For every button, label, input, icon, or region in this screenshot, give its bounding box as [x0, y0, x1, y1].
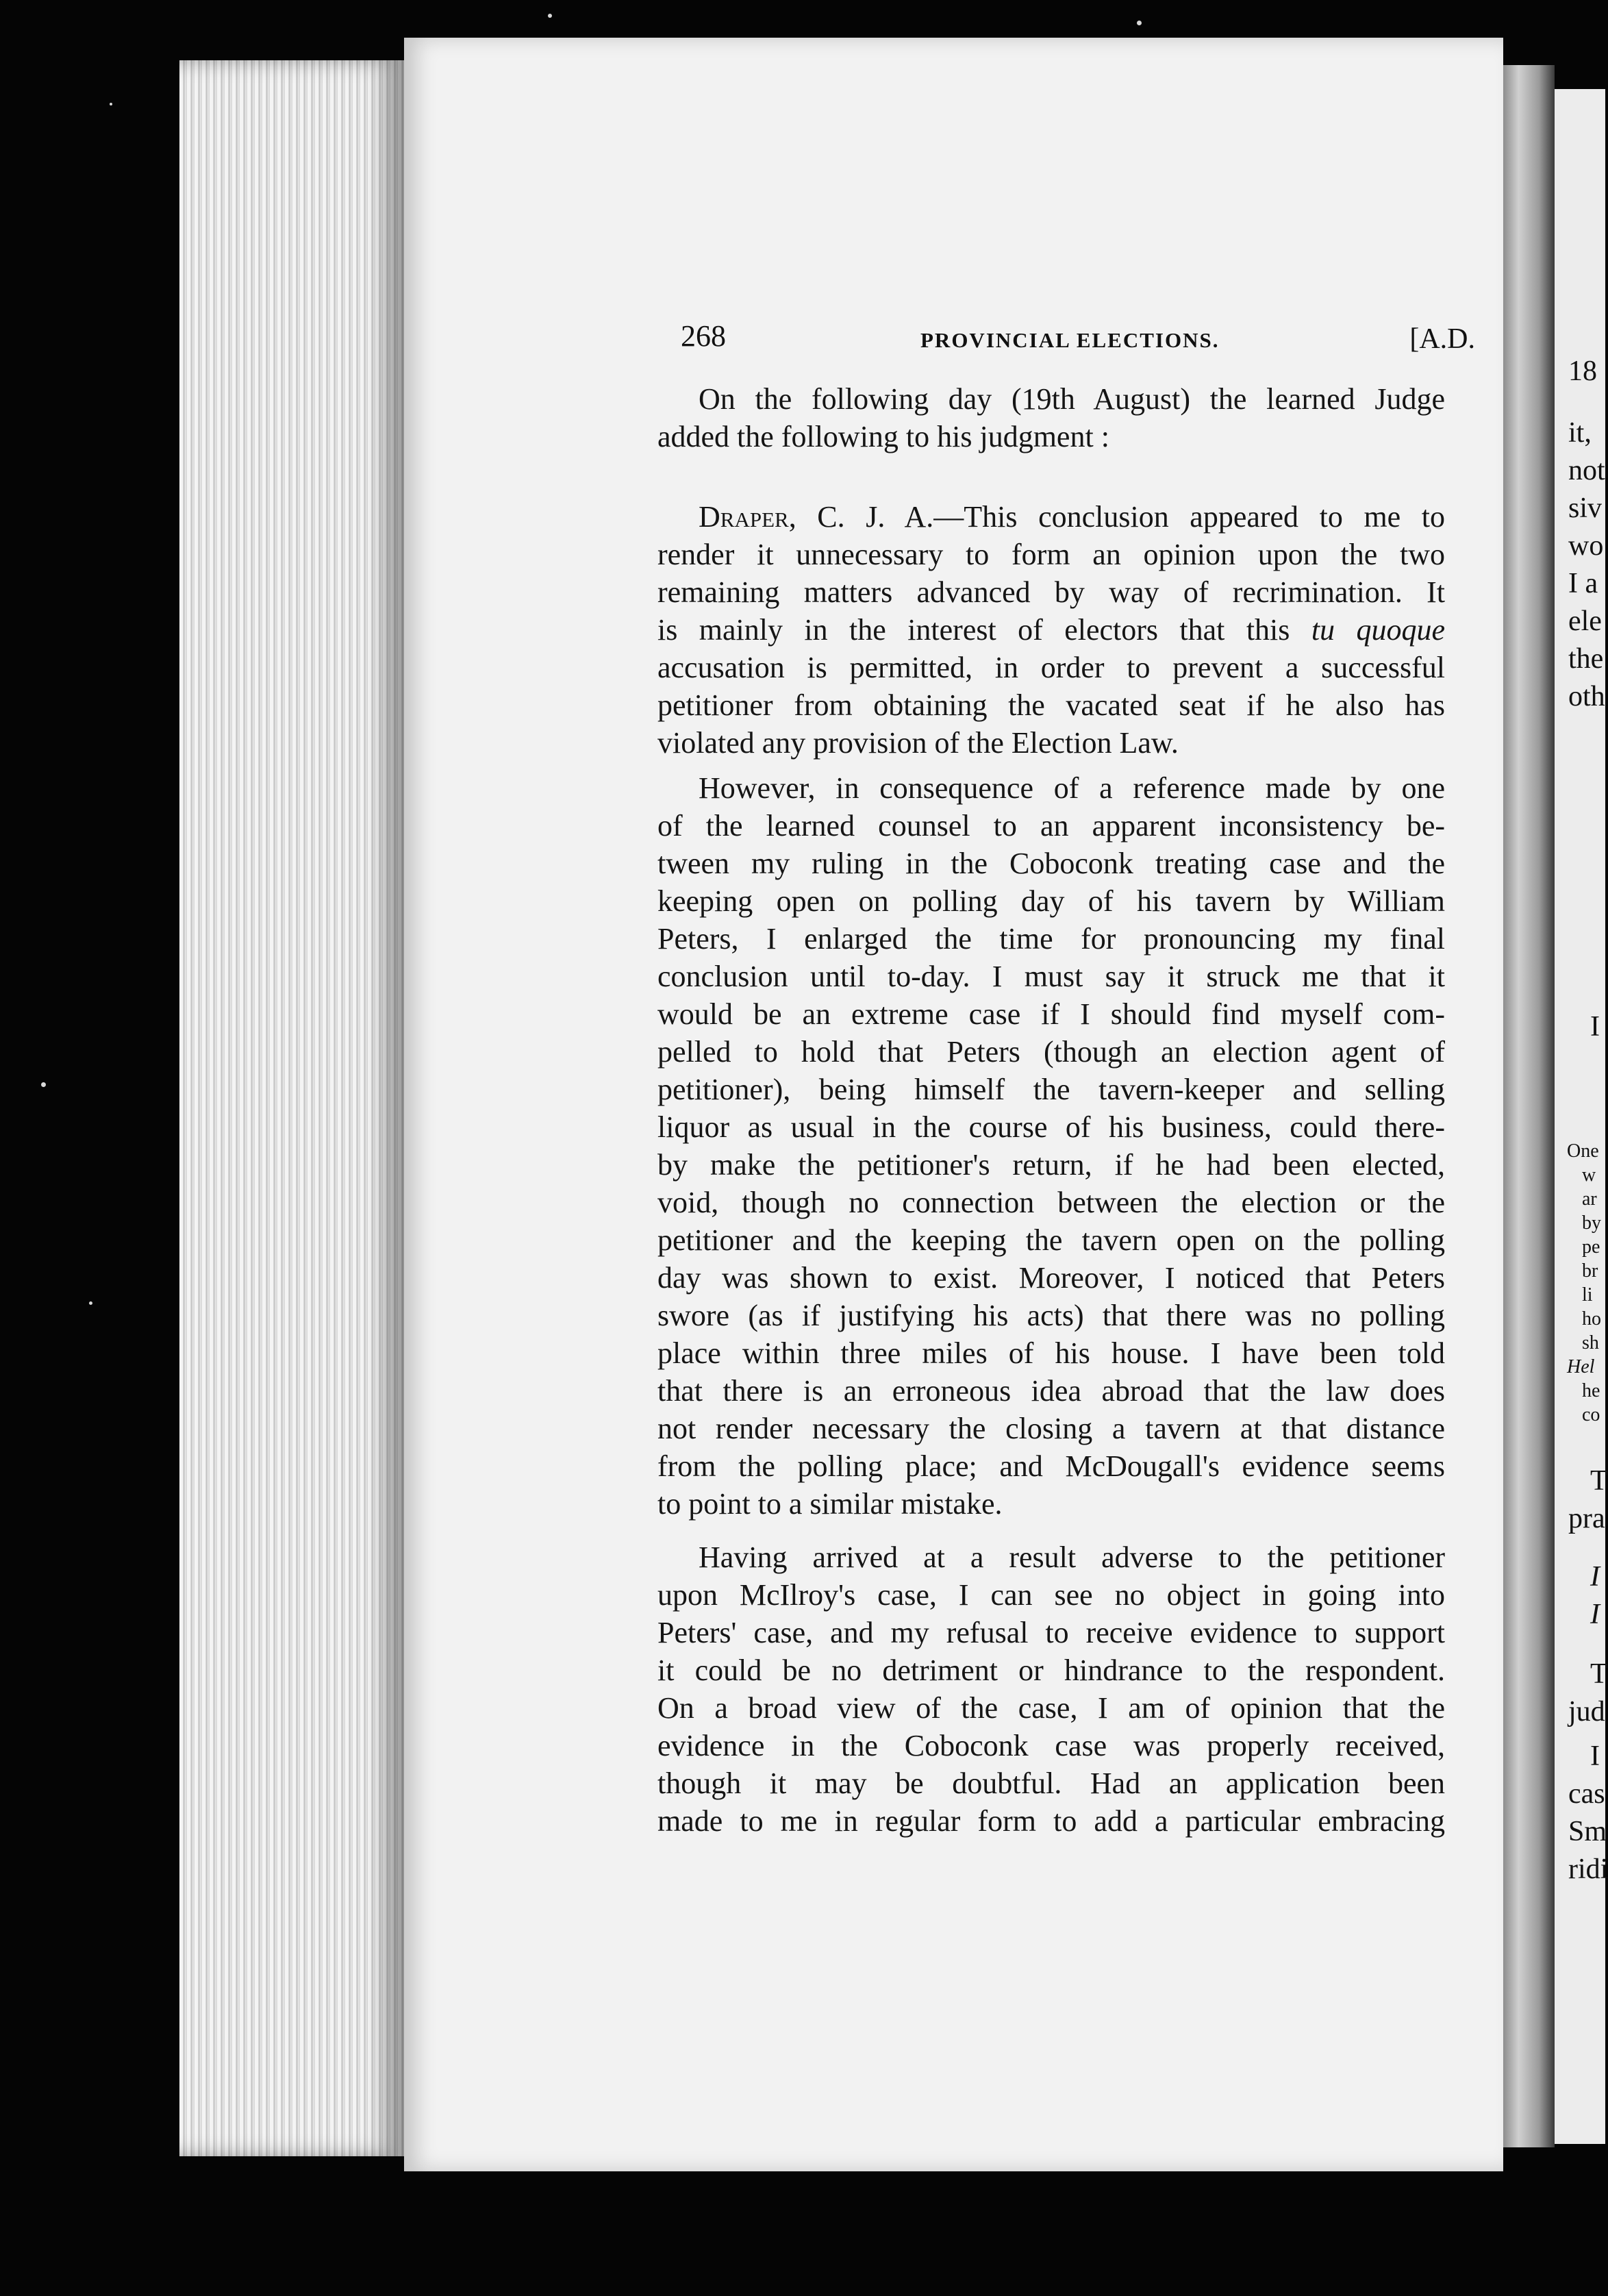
facing-text-line: it,: [1568, 417, 1592, 449]
dust-speck: [548, 14, 552, 18]
facing-text-line: jud: [1568, 1696, 1605, 1727]
facing-small-line: sh: [1582, 1332, 1599, 1353]
facing-small-line: pe: [1582, 1236, 1600, 1258]
facing-small-line: br: [1582, 1260, 1598, 1282]
book-page-edges: [179, 60, 405, 2156]
facing-text-line: Sm: [1568, 1816, 1607, 1847]
facing-text-line: wo: [1568, 530, 1604, 562]
year-marker: [A.D.: [1409, 323, 1475, 355]
text-line: not render necessary the closing a tavern at that distance: [657, 1412, 1445, 1445]
text-line: petitioner and the keeping the tavern open on the polling: [657, 1223, 1445, 1257]
text-line: evidence in the Coboconk case was properly received,: [657, 1729, 1445, 1762]
facing-text-line: oth: [1568, 681, 1605, 712]
facing-text-line: not: [1568, 455, 1605, 486]
facing-text-line: the: [1568, 643, 1604, 675]
facing-page: [1555, 89, 1608, 2144]
facing-text-line: siv: [1568, 492, 1603, 524]
text-line: violated any provision of the Election Law.: [657, 726, 1179, 760]
text-line: tween my ruling in the Coboconk treating case and the: [657, 847, 1445, 880]
text-line: it could be no detriment or hindrance to the respondent.: [657, 1654, 1445, 1687]
running-head-title: PROVINCIAL ELECTIONS.: [920, 328, 1220, 352]
text-line: render it unnecessary to form an opinion upon the two: [657, 538, 1445, 571]
facing-text-line: T: [1590, 1658, 1608, 1690]
facing-text-line: ele: [1568, 606, 1602, 637]
text-line: Peters' case, and my refusal to receive evidence to support: [657, 1616, 1445, 1649]
paragraph-having: [657, 1538, 1445, 1840]
text-line: void, though no connection between the election or the: [657, 1186, 1445, 1219]
text-line: by make the petitioner's return, if he had been elected,: [657, 1148, 1445, 1182]
dust-speck: [110, 103, 112, 105]
text-line: swore (as if justifying his acts) that there was no polling: [657, 1299, 1445, 1332]
text-line: place within three miles of his house. I have been told: [657, 1336, 1445, 1370]
text-line: of the learned counsel to an apparent inconsistency be-: [657, 809, 1445, 843]
text-line: On a broad view of the case, I am of opinion that the: [657, 1691, 1445, 1725]
text-line: petitioner), being himself the tavern-keeper and selling: [657, 1073, 1445, 1106]
facing-small-line: One: [1567, 1140, 1599, 1162]
text-line: liquor as usual in the course of his business, could there-: [657, 1110, 1445, 1144]
paragraph-intro: [657, 380, 1445, 456]
facing-marker: I: [1590, 1011, 1600, 1043]
running-header: [681, 319, 1475, 360]
text-line: that there is an erroneous idea abroad that the law does: [657, 1374, 1445, 1408]
text-line: Draper, C. J. A.—This conclusion appeared to me to: [699, 500, 1446, 534]
facing-small-line: w: [1582, 1164, 1596, 1186]
facing-small-line: ho: [1582, 1308, 1601, 1330]
text-line: keeping open on polling day of his tavern by William: [657, 884, 1445, 918]
text-line: made to me in regular form to add a particular embracing: [657, 1804, 1445, 1838]
dust-speck: [89, 1301, 92, 1305]
dust-speck: [1137, 21, 1142, 25]
text-line: remaining matters advanced by way of recrimination. It: [657, 575, 1445, 609]
facing-page-number: 18: [1568, 355, 1597, 387]
text-line: On the following day (19th August) the learned Judge: [699, 382, 1445, 416]
facing-small-line: by: [1582, 1212, 1601, 1234]
paragraph-however: [657, 769, 1445, 1523]
page-gutter: [1503, 65, 1555, 2147]
facing-small-line: li: [1582, 1284, 1593, 1306]
facing-text-line: pra: [1568, 1503, 1605, 1534]
facing-text-line: I a: [1568, 568, 1598, 599]
judge-name: Draper, C. J. A.—: [699, 500, 964, 534]
facing-text-line: cas: [1568, 1778, 1605, 1810]
text-line: conclusion until to-day. I must say it struck me that it: [657, 960, 1445, 993]
dust-speck: [41, 1082, 46, 1087]
facing-text-line: I: [1590, 1740, 1600, 1772]
facing-text-line: ridi: [1568, 1854, 1608, 1885]
text-line: However, in consequence of a reference made by one: [699, 771, 1445, 805]
text-line: upon McIlroy's case, I can see no object in going into: [657, 1578, 1445, 1612]
facing-text-line: I: [1590, 1561, 1600, 1593]
text-line: Having arrived at a result adverse to the petitioner: [699, 1540, 1445, 1574]
facing-small-line: he: [1582, 1380, 1600, 1401]
text-line: day was shown to exist. Moreover, I noticed that Peters: [657, 1261, 1445, 1295]
facing-small-line: ar: [1582, 1188, 1597, 1210]
facing-small-line: Hel: [1567, 1356, 1595, 1377]
text-line: though it may be doubtful. Had an application been: [657, 1767, 1445, 1800]
text-line: pelled to hold that Peters (though an election agent of: [657, 1035, 1445, 1069]
facing-small-line: co: [1582, 1404, 1600, 1425]
text-line: to point to a similar mistake.: [657, 1487, 1003, 1521]
facing-text-line: T: [1590, 1465, 1608, 1497]
text-line: added the following to his judgment :: [657, 420, 1109, 453]
page-number: 268: [681, 319, 726, 353]
text-line: accusation is permitted, in order to prevent a successful: [657, 651, 1445, 684]
text-line: petitioner from obtaining the vacated seat if he also has: [657, 688, 1445, 722]
facing-text-line: I: [1590, 1599, 1600, 1630]
text-line: Peters, I enlarged the time for pronouncing my final: [657, 922, 1445, 956]
text-line: is mainly in the interest of electors that this tu quoque: [657, 613, 1445, 647]
text-line: from the polling place; and McDougall's evidence seems: [657, 1449, 1445, 1483]
text-line: would be an extreme case if I should find myself com-: [657, 997, 1445, 1031]
paragraph-draper: [657, 498, 1445, 762]
